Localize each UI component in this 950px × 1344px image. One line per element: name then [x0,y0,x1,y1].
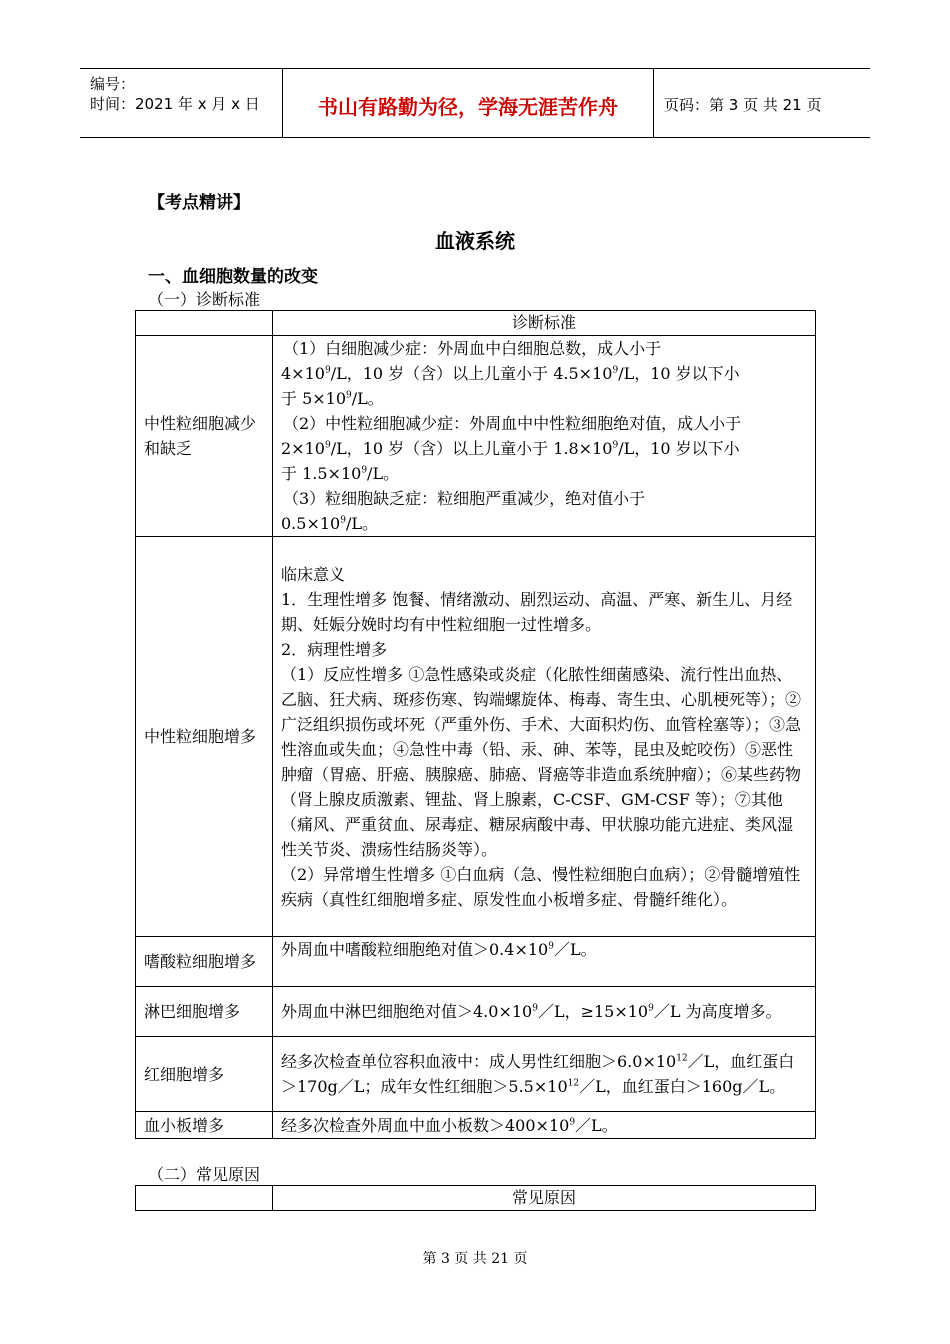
page-header [80,68,870,138]
table-row [136,1037,816,1112]
header-motto: 书山有路勤为径，学海无涯苦作舟 [318,95,618,119]
header-page-cell [654,69,870,137]
doc-title: 血液系统 [435,229,515,253]
page-footer: 第 3 页 共 21 页 [422,1251,528,1267]
row-content-neutrophilia: 临床意义 1．生理性增多 饱餐、情绪激动、剧烈运动、高温、严寒、新生儿、月经期、妊娠分娩时均有中性粒细胞一过性增多。 2．病理性增多 （1）反应性增多 ①急性感染或炎症（化脓性细菌感染、流行性出血热、乙脑、狂犬病、斑疹伤寒、钩端螺旋体、梅毒、寄生虫、心肌梗死等）；②广泛组织损伤或坏死（严重外伤、手术、大面积灼伤、血管栓塞等）；③急性溶血或失血；④急性中毒（铅、汞、砷、苯等，昆虫及蛇咬伤）⑤恶性肿瘤（胃癌、肝癌、胰腺癌、肺癌、肾癌等非造血系统肿瘤）；⑥某些药物（肾上腺皮质激素、锂盐、肾上腺素，C-CSF、GM-CSF 等）；⑦其他（痛风、严重贫血、尿毒症、糖尿病酸中毒、甲状腺功能亢进症、类风湿性关节炎、溃疡性结肠炎等）。 （2）异常增生性增多 ①白血病（急、慢性粒细胞白血病）；②骨髓增殖性疾病（真性红细胞增多症、原发性血小板增多症、骨髓纤维化）。 [273,537,816,937]
row-label-neutrophilia: 中性粒细胞增多 [136,537,273,937]
header-motto-cell [283,69,654,137]
table-row [136,537,816,937]
table-row [136,937,816,987]
row-label-eosinophilia: 嗜酸粒细胞增多 [136,937,273,987]
row-label-lymphocytosis: 淋巴细胞增多 [136,987,273,1037]
row-label-neutropenia: 中性粒细胞减少和缺乏 [136,336,273,537]
row-content-thrombocytosis: 经多次检查外周血中血小板数$>400\times 10^9/L$。 [273,1112,816,1139]
row-label-thrombocytosis: 血小板增多 [136,1112,273,1139]
section1-heading: 一、血细胞数量的改变 [148,267,318,287]
subsection1-heading: （一）诊断标准 [148,290,261,309]
table-header-empty [136,311,273,336]
table-header-row [136,311,816,336]
row-content-lymphocytosis: 外周血中淋巴细胞绝对值$>4.0\times 10^9/L$，$\ge 15\times 10^9/L$ 为高度增多。 [273,987,816,1037]
row-content-erythrocytosis: 经多次检查单位容积血液中：成人男性红细胞$>6.0\times 10^{12}/L$，血红蛋白＞170g／L；成年女性红细胞$>5.5\times 10^{12}/L$，血红蛋白＞160g／L。 [273,1037,816,1112]
doc-date-label: 时间：2021 年 x 月 x 日 [90,95,260,113]
table-header-criteria: 诊断标准 [273,311,816,336]
table-header-causes: 常见原因 [273,1186,816,1211]
header-page-label: 页码：第 3 页 共 21 页 [664,96,822,114]
row-content-eosinophilia: 外周血中嗜酸粒细胞绝对值$>0.4\times 10^9/L$。 [273,937,816,987]
table-row [136,1112,816,1139]
row-content-neutropenia: （1）白细胞减少症：外周血中白细胞总数，成人小于 $4\times 10^9/L$，10 岁（含）以上儿童小于 $4.5\times 10^9/L$，10 岁以下小 于 $5\times 10^9/L$。 （2）中性粒细胞减少症：外周血中中性粒细胞绝对值，成人小于 $2\times 10^9/L$，10 岁（含）以上儿童小于 $1.8\times 10^9/L$，10 岁以下小 于 $1.5\times 10^9/L$。 （3）粒细胞缺乏症：粒细胞严重减少，绝对值小于 $0.5\times 10^9/L$。 [273,336,816,537]
diagnostic-criteria-table [135,310,816,1139]
table-header-empty [136,1186,273,1211]
header-info-cell [80,69,283,137]
subsection2-heading: （二）常见原因 [148,1165,261,1184]
table-header-row [136,1186,816,1211]
doc-number-label: 编号： [90,75,136,93]
common-causes-table [135,1185,816,1211]
table-row [136,987,816,1037]
table-row [136,336,816,537]
section-tag: 【考点精讲】 [148,193,250,213]
row-label-erythrocytosis: 红细胞增多 [136,1037,273,1112]
